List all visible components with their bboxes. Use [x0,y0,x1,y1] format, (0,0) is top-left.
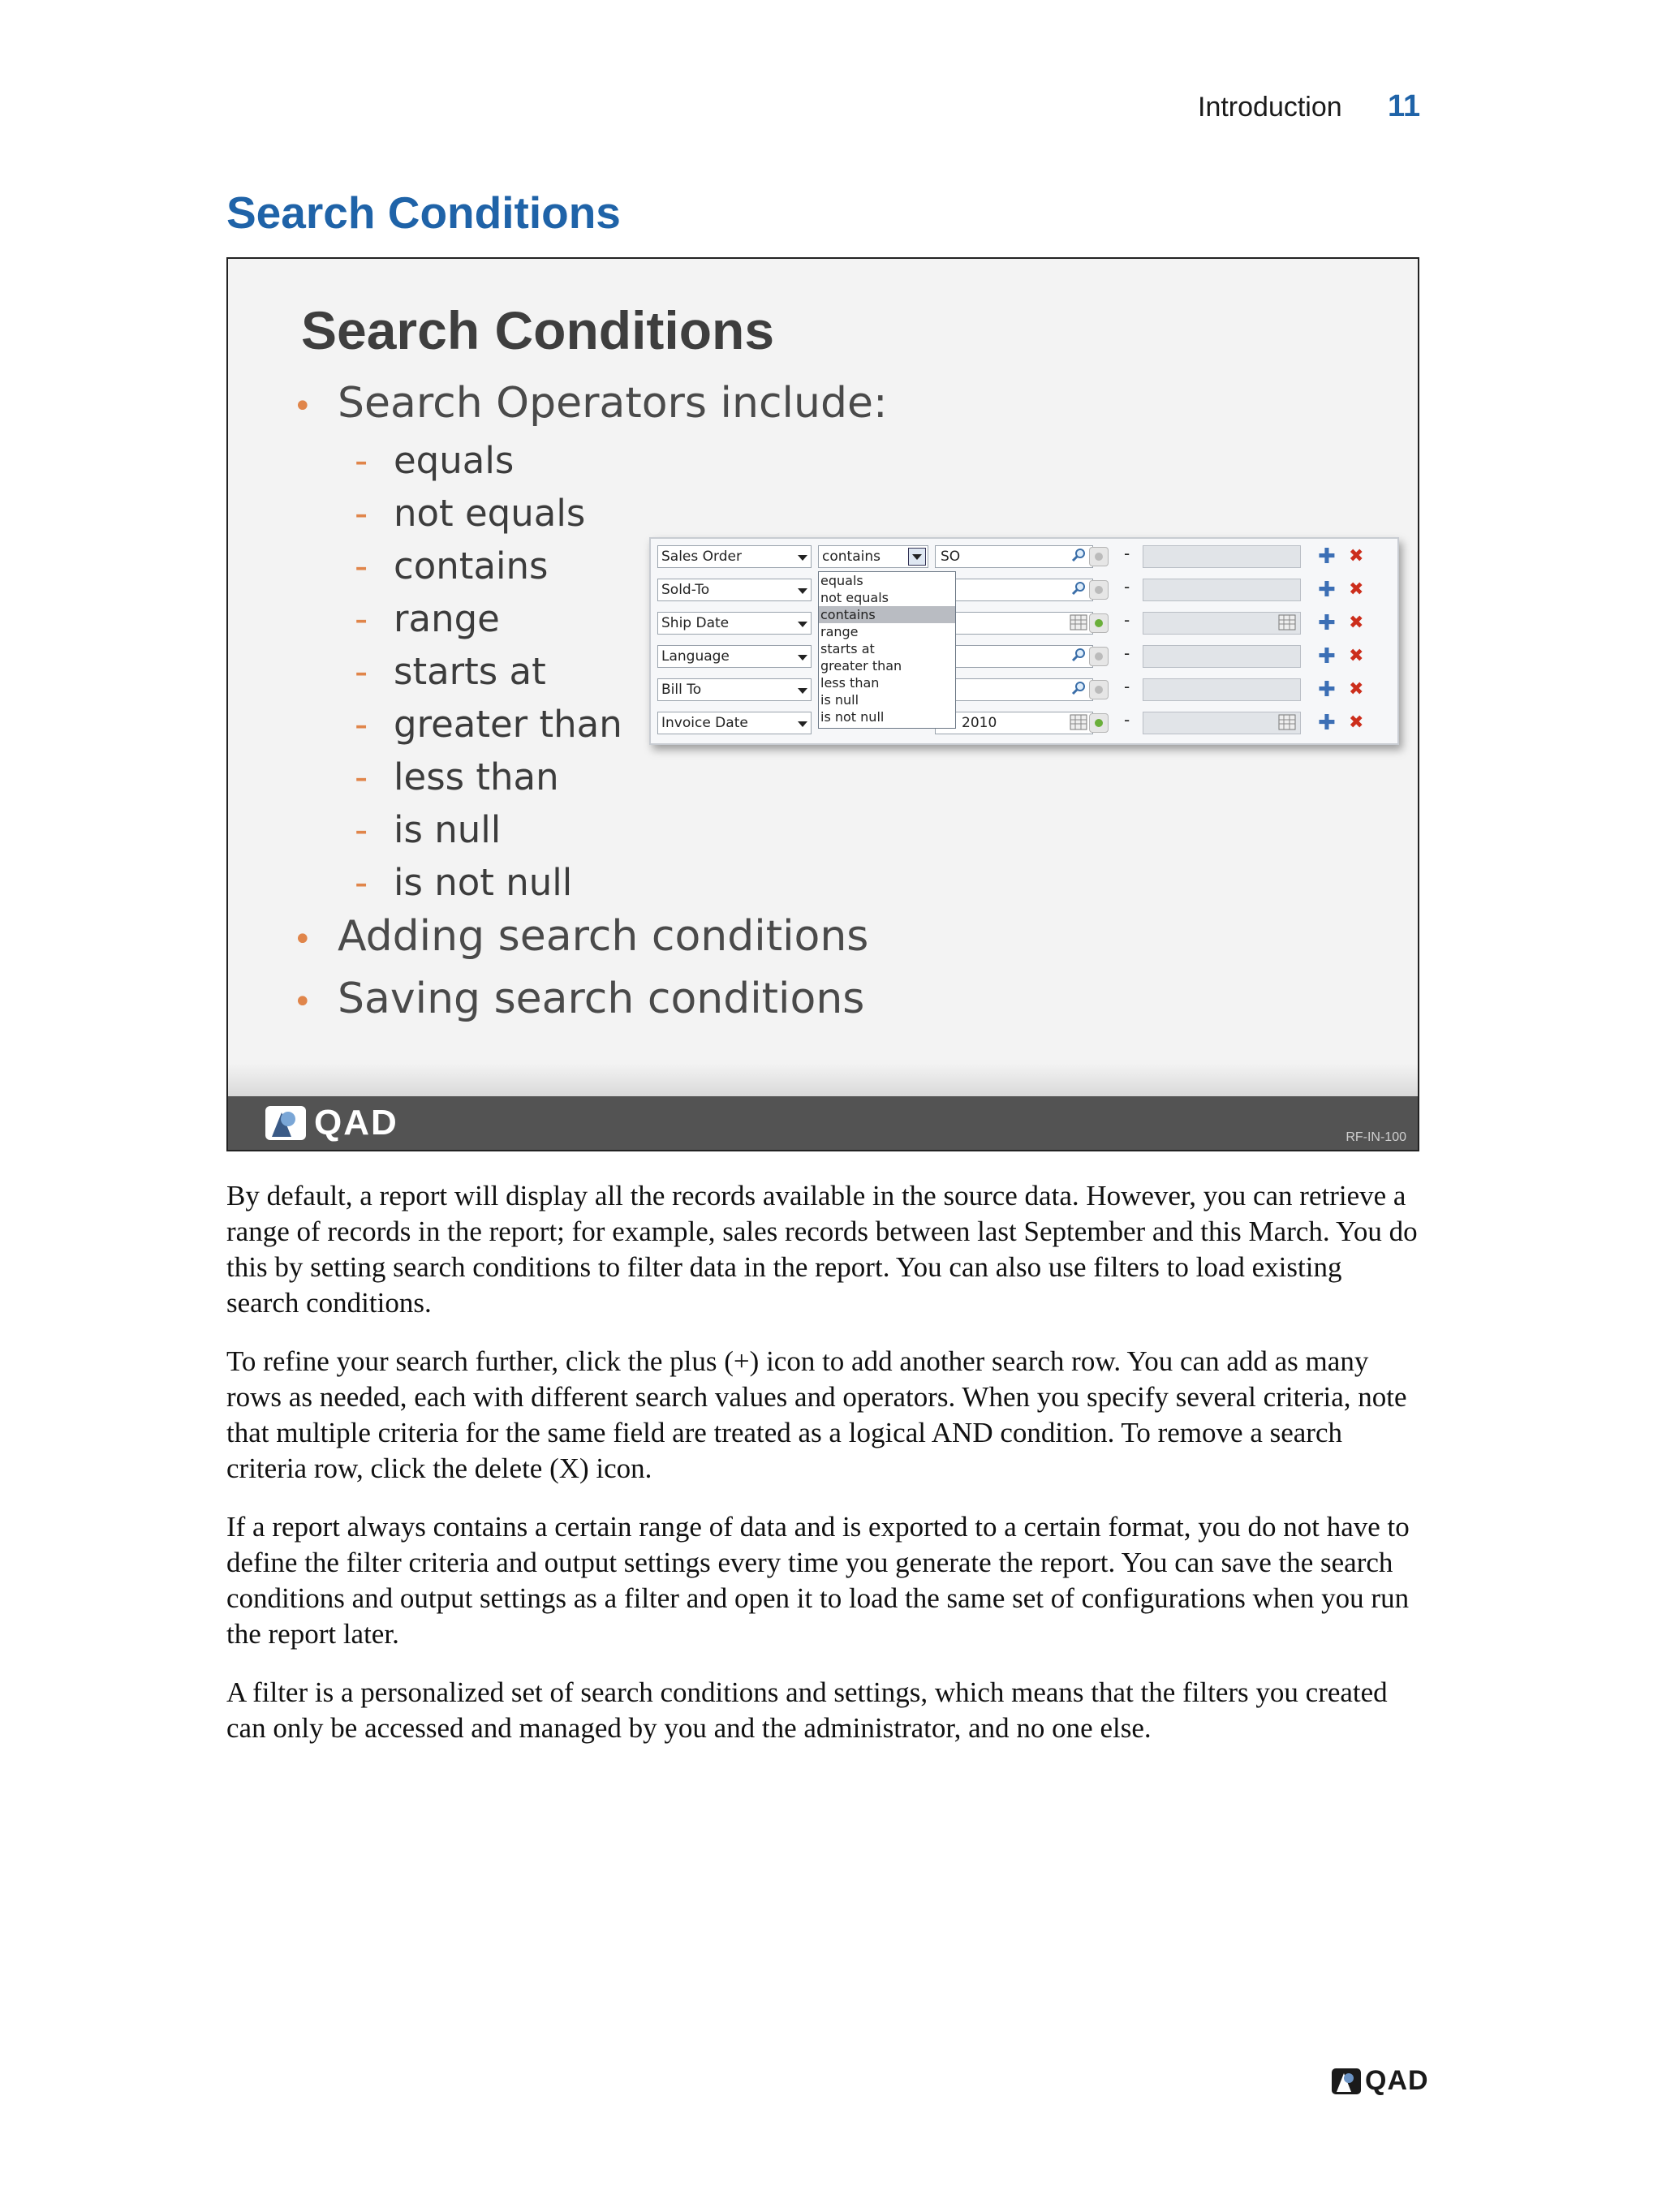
operator-select[interactable]: contains [818,545,928,568]
search-row [651,577,1397,605]
slide-title: Search Conditions [301,300,775,360]
search-row [651,677,1397,704]
field-select[interactable]: Invoice Date [657,712,812,734]
delete-row-icon[interactable]: ✖ [1349,546,1364,566]
bullet-adding-conditions: • Adding search conditions [293,912,869,961]
calendar-icon[interactable] [1278,614,1296,630]
calendar-icon[interactable] [1070,714,1087,730]
clear-icon[interactable] [1089,613,1109,633]
add-row-icon[interactable]: ✚ [1318,711,1336,735]
field-select[interactable]: Sales Order [657,545,812,568]
search-value-input[interactable] [935,678,1093,701]
clear-icon[interactable] [1089,680,1109,699]
dropdown-option[interactable]: greater than [820,658,902,673]
operator-item: - equals [355,439,515,482]
slide-footer [228,1096,1418,1150]
slide-code: RF-IN-100 [1346,1130,1406,1144]
calendar-icon[interactable] [1278,714,1296,730]
search-icon[interactable] [1071,681,1086,695]
add-row-icon[interactable]: ✚ [1318,678,1336,702]
slide-figure [226,257,1419,1151]
chevron-down-icon [798,721,807,727]
range-separator: - [1124,610,1130,630]
add-row-icon[interactable]: ✚ [1318,578,1336,602]
range-end-input[interactable] [1143,678,1301,701]
field-select[interactable]: Language [657,645,812,668]
range-end-input[interactable] [1143,579,1301,601]
search-value-input[interactable] [935,645,1093,668]
bullet-saving-conditions: • Saving search conditions [293,975,865,1023]
search-icon[interactable] [1071,581,1086,596]
search-row [651,710,1397,738]
delete-row-icon[interactable]: ✖ [1349,712,1364,733]
range-separator: - [1124,544,1130,563]
search-icon[interactable] [1071,548,1086,562]
field-select[interactable]: Sold-To [657,579,812,601]
chevron-down-icon [798,688,807,694]
calendar-icon[interactable] [1070,614,1087,630]
range-end-input[interactable] [1143,612,1301,635]
search-row [651,544,1397,571]
qad-logo-icon [1331,2068,1362,2095]
delete-row-icon[interactable]: ✖ [1349,646,1364,666]
clear-icon[interactable] [1089,647,1109,666]
delete-row-icon[interactable]: ✖ [1349,679,1364,699]
operator-dropdown-list[interactable] [818,571,956,729]
clear-icon[interactable] [1089,580,1109,600]
delete-row-icon[interactable]: ✖ [1349,613,1364,633]
date-value-input[interactable]: 2010 [935,712,1093,734]
operator-item: - less than [355,755,559,798]
search-row [651,610,1397,638]
dropdown-option[interactable]: is not null [820,709,885,725]
chevron-down-icon [798,622,807,627]
search-value-input[interactable] [935,579,1093,601]
operator-item: - starts at [355,650,546,693]
add-row-icon[interactable]: ✚ [1318,544,1336,569]
operator-item: - not equals [355,492,586,535]
search-value-input[interactable]: SO [935,545,1093,568]
range-separator: - [1124,577,1130,596]
qad-logo-icon [264,1104,308,1142]
dropdown-option[interactable]: equals [820,573,863,588]
qad-logo: QAD [264,1103,398,1143]
dropdown-button-icon[interactable] [908,548,926,566]
operator-item: - range [355,597,500,640]
range-separator: - [1124,643,1130,663]
page-number: 11 [1388,89,1421,123]
paragraph: A filter is a personalized set of search conditions and settings, which means that the filters you created can only be accessed and managed by you and the administrator, and no one else. [226,1676,1388,1744]
search-row [651,643,1397,671]
field-select[interactable]: Bill To [657,678,812,701]
paragraph: If a report always contains a certain range of data and is exported to a certain format, you do not have to define the filter criteria and output settings every time you generate the report. You can save the search conditions and output settings as a filter and open it to load the same set of configurations when you run the report later. [226,1511,1410,1650]
bullet-search-operators: • Search Operators include: [293,379,888,428]
add-row-icon[interactable]: ✚ [1318,611,1336,635]
dropdown-option[interactable]: starts at [820,641,875,656]
search-conditions-panel [649,537,1399,745]
slide-footer-gradient [228,1064,1418,1096]
dropdown-option[interactable]: not equals [820,590,889,605]
add-row-icon[interactable]: ✚ [1318,644,1336,669]
dropdown-option[interactable]: range [820,624,859,639]
range-separator: - [1124,710,1130,729]
chevron-down-icon [798,588,807,594]
range-end-input[interactable] [1143,545,1301,568]
search-icon[interactable] [1071,648,1086,662]
field-select[interactable]: Ship Date [657,612,812,635]
chevron-down-icon [798,655,807,661]
dropdown-option-selected[interactable]: contains [819,606,955,623]
range-separator: - [1124,677,1130,696]
dropdown-option[interactable]: less than [820,675,880,691]
paragraph: To refine your search further, click the plus (+) icon to add another search row. You can add as many rows as needed, each with different search values and operators. When you specify several criteria, note that multiple criteria for the same field are treated as a logical AND condition. To remove a search criteria row, click the delete (X) icon. [226,1345,1407,1484]
clear-icon[interactable] [1089,713,1109,733]
range-end-input[interactable] [1143,712,1301,734]
operator-item: - is not null [355,861,573,904]
dropdown-option[interactable]: is null [820,692,859,708]
section-title: Search Conditions [226,187,621,238]
operator-item: - is null [355,808,502,851]
clear-icon[interactable] [1089,547,1109,566]
paragraph: By default, a report will display all the records available in the source data. However, you can retrieve a range of records in the report; for example, sales records between last September and this March. You do this by setting search conditions to filter data in the report. You can also use filters to load existing search conditions. [226,1180,1418,1319]
running-header-section: Introduction [1198,92,1342,123]
operator-item: - contains [355,544,549,587]
range-end-input[interactable] [1143,645,1301,668]
delete-row-icon[interactable]: ✖ [1349,579,1364,600]
chevron-down-icon [798,555,807,561]
operator-item: - greater than [355,703,622,746]
footer-qad-logo: QAD [1331,2065,1429,2097]
